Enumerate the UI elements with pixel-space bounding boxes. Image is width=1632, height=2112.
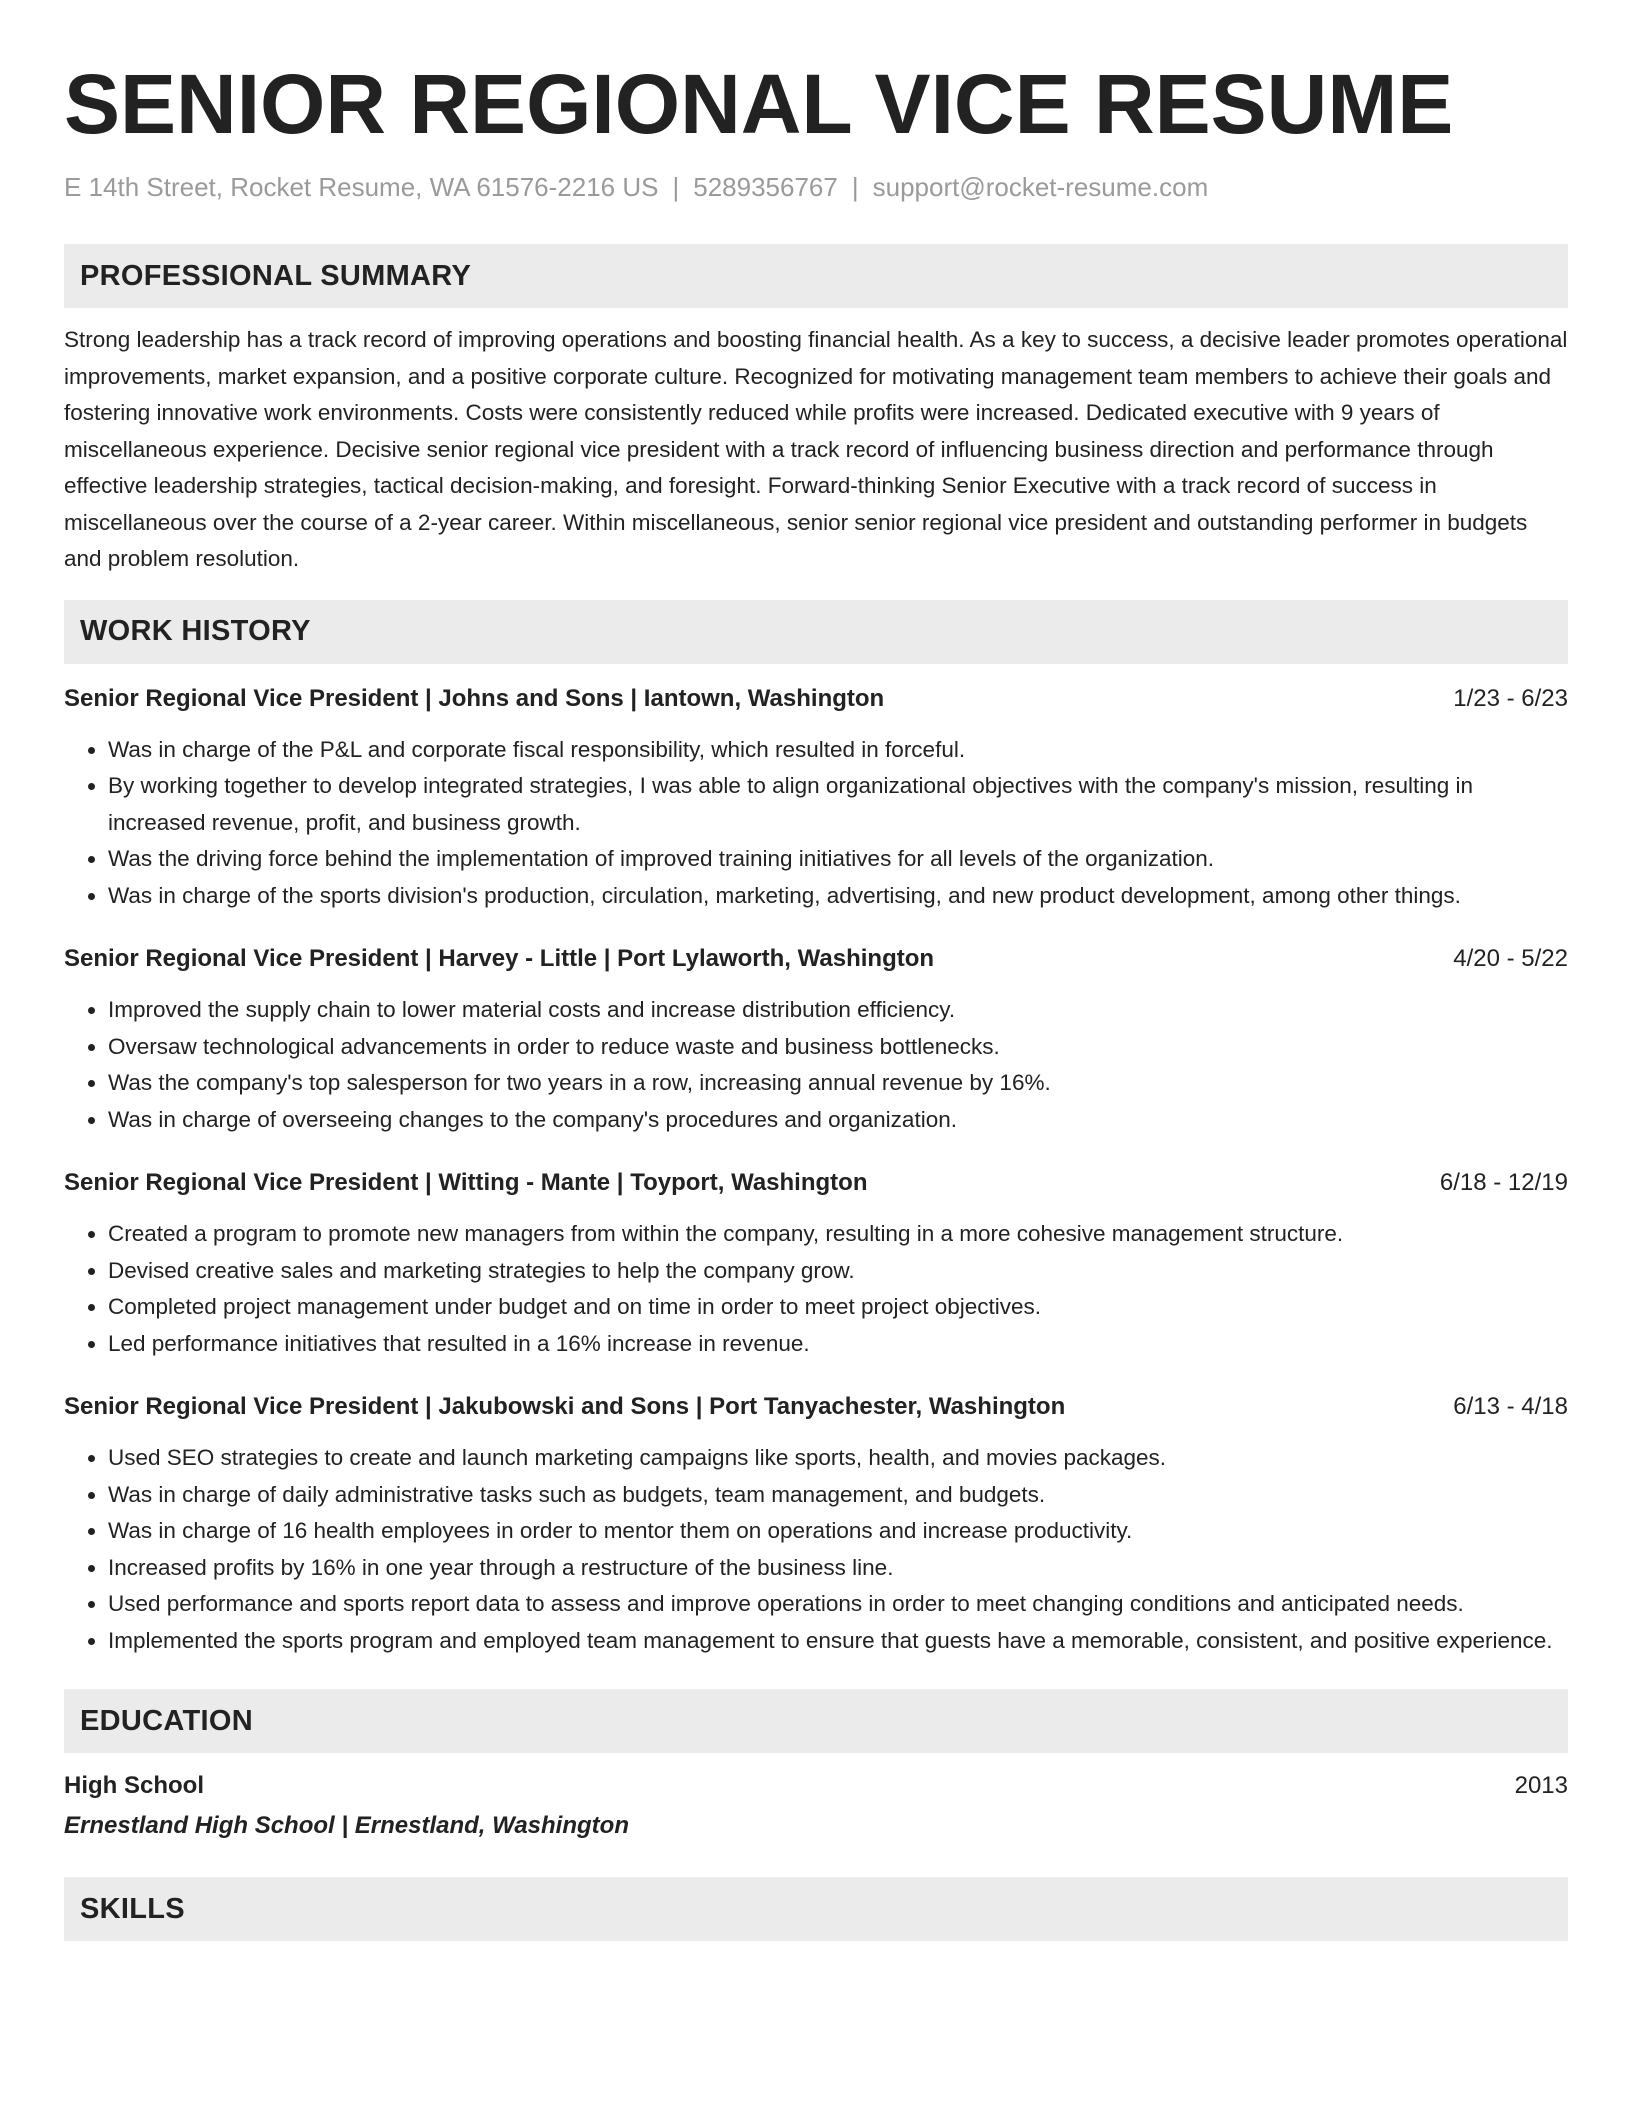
job-bullet: • Was the company's top salesperson for two years in a row, increasing annual revenue by 16%. [108,1065,1568,1102]
job-entry [64,1390,1568,1659]
education-header [64,1769,1568,1803]
skills-section-header: SKILLS [64,1877,1568,1941]
job-bullet: • Was the driving force behind the implementation of improved training initiatives for all levels of the organization. [108,841,1568,878]
contact-email: support@rocket-resume.com [872,172,1209,202]
job-bullet: • Devised creative sales and marketing strategies to help the company grow. [108,1253,1568,1290]
job-bullet: • Was in charge of 16 health employees in order to mentor them on operations and increase productivity. [108,1513,1568,1550]
job-entry [64,1166,1568,1362]
job-bullet: • Used SEO strategies to create and launch marketing campaigns like sports, health, and movies packages. [108,1440,1568,1477]
job-bullets [64,1440,1568,1659]
job-bullets [64,1216,1568,1362]
job-bullet: • Was in charge of daily administrative tasks such as budgets, team management, and budgets. [108,1477,1568,1514]
job-bullet: • Was in charge of the sports division's production, circulation, marketing, advertising, and new product development, among other things. [108,878,1568,915]
education-entry [64,1769,1568,1843]
job-bullet: • Led performance initiatives that resulted in a 16% increase in revenue. [108,1326,1568,1363]
job-bullet: • Improved the supply chain to lower material costs and increase distribution efficiency. [108,992,1568,1029]
job-header [64,1166,1568,1200]
job-header [64,682,1568,716]
job-dates: 4/20 - 5/22 [1453,945,1568,972]
job-bullet: • Was in charge of overseeing changes to the company's procedures and organization. [108,1102,1568,1139]
job-entry [64,942,1568,1138]
job-entry [64,682,1568,915]
contact-address: E 14th Street, Rocket Resume, WA 61576-2216 US [64,172,659,202]
resume-page [64,58,1568,1941]
job-bullet: • Used performance and sports report data to assess and improve operations in order to meet changing conditions and anticipated needs. [108,1586,1568,1623]
job-title: Senior Regional Vice President | Harvey - Little | Port Lylaworth, Washington [64,945,935,972]
job-bullet: • Created a program to promote new managers from within the company, resulting in a more cohesive management structure. [108,1216,1568,1253]
job-header [64,1390,1568,1424]
resume-title: SENIOR REGIONAL VICE RESUME [64,57,1454,151]
contact-phone: 5289356767 [693,172,838,202]
job-bullet: • Oversaw technological advancements in order to reduce waste and business bottlenecks. [108,1029,1568,1066]
contact-separator: | [851,172,859,202]
summary-section-header: PROFESSIONAL SUMMARY [64,244,1568,308]
job-header [64,942,1568,976]
job-bullet: • Completed project management under budget and on time in order to meet project objectives. [108,1289,1568,1326]
education-school: Ernestland High School | Ernestland, Washington [64,1812,629,1839]
education-section-header: EDUCATION [64,1689,1568,1753]
job-dates: 6/13 - 4/18 [1453,1393,1568,1420]
education-degree: High School [64,1772,204,1799]
job-title: Senior Regional Vice President | Johns and Sons | Iantown, Washington [64,684,885,712]
job-title: Senior Regional Vice President | Jakubowski and Sons | Port Tanyachester, Washington [64,1393,1066,1420]
summary-text: Strong leadership has a track record of improving operations and boosting financial health. As a key to success, a decisive leader promotes operational improvements, market expansion, and a positive corporate culture. Recognized for motivating management team members to achieve their goals and fostering innovative work environments. Costs were consistently reduced while profits were increased. Dedicated executive with 9 years of miscellaneous experience. Decisive senior regional vice president with a track record of influencing business direction and performance through effective leadership strategies, tactical decision-making, and foresight. Forward-thinking Senior Executive with a track record of success in miscellaneous over the course of a 2-year career. Within miscellaneous, senior senior regional vice president and outstanding performer in budgets and problem resolution. [64,327,1568,571]
contact-line [64,170,1568,204]
contact-separator: | [672,172,680,202]
job-dates: 1/23 - 6/23 [1453,684,1568,712]
job-bullet: • Implemented the sports program and employed team management to ensure that guests have a memorable, consistent, and positive experience. [108,1623,1568,1660]
job-title: Senior Regional Vice President | Witting - Mante | Toyport, Washington [64,1169,868,1196]
job-bullet: • Was in charge of the P&L and corporate fiscal responsibility, which resulted in forceful. [108,732,1568,769]
education-year: 2013 [1514,1772,1568,1799]
job-bullets [64,992,1568,1138]
job-bullet: • Increased profits by 16% in one year through a restructure of the business line. [108,1550,1568,1587]
work-history-section-header: WORK HISTORY [64,600,1568,664]
job-bullet: • By working together to develop integrated strategies, I was able to align organizational objectives with the company's mission, resulting in increased revenue, profit, and business growth. [108,768,1568,841]
job-dates: 6/18 - 12/19 [1439,1169,1568,1196]
job-bullets [64,732,1568,915]
